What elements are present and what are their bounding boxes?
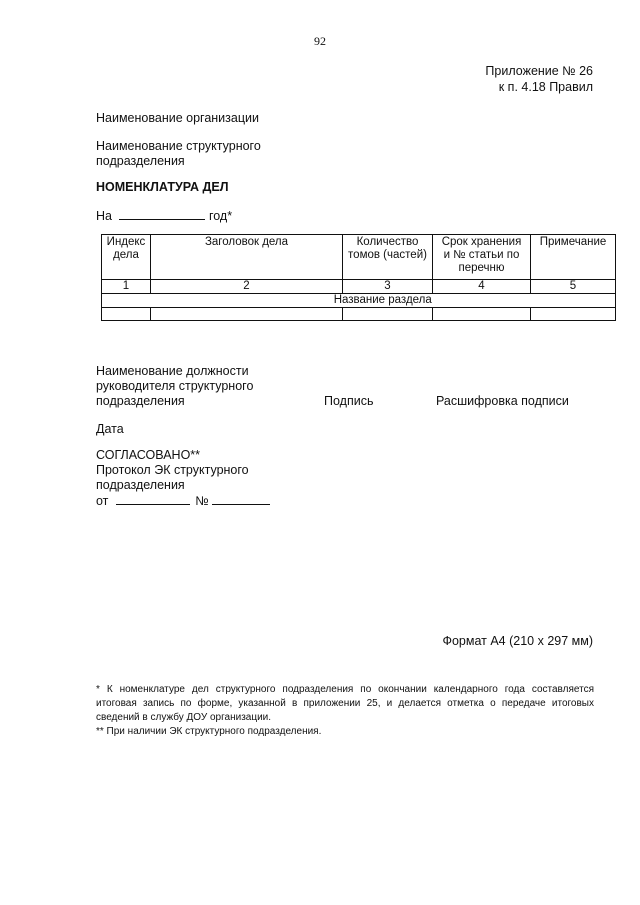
year-line xyxy=(96,208,232,224)
table-cell xyxy=(531,308,616,321)
year-suffix: год* xyxy=(208,209,233,223)
date-label: Дата xyxy=(96,422,124,436)
table-cell xyxy=(343,308,433,321)
approval-date-number-line xyxy=(96,493,270,509)
table-cell xyxy=(433,308,531,321)
section-row xyxy=(102,294,616,308)
header-text-line: Индекс xyxy=(106,236,146,248)
header-text-line: и № статьи по xyxy=(443,249,520,261)
footnotes xyxy=(96,683,594,739)
position-label-line: подразделения xyxy=(96,394,185,408)
organization-name-label: Наименование организации xyxy=(96,111,259,125)
approval-protocol-line: подразделения xyxy=(96,478,185,492)
column-number: 4 xyxy=(433,280,531,294)
signature-label: Подпись xyxy=(324,394,374,408)
header-case-title xyxy=(151,235,343,280)
footnote: * К номенклатуре дел структурного подразделения по окончании календарного года составляется итоговая запись по форме, указанной в приложении 25, и делается отметка о передаче итоговых сведений в службу ДОУ организации. xyxy=(96,684,594,723)
header-text-line: дела xyxy=(113,249,139,261)
appendix-title: Приложение № 26 xyxy=(485,64,593,78)
header-text-line: Заголовок дела xyxy=(204,236,289,248)
table-header-row xyxy=(102,235,616,280)
approval-block xyxy=(96,448,270,509)
document-title: НОМЕНКЛАТУРА ДЕЛ xyxy=(96,180,229,194)
header-text-line: Количество xyxy=(356,236,419,248)
appendix-reference: к п. 4.18 Правил xyxy=(498,80,593,94)
header-text-line: томов (частей) xyxy=(348,249,427,261)
approval-agreed: СОГЛАСОВАНО** xyxy=(96,448,201,462)
header-text-line: перечню xyxy=(458,262,505,274)
year-blank xyxy=(119,208,205,220)
approval-number-blank xyxy=(212,493,270,505)
section-name: Название раздела xyxy=(151,294,616,308)
header-text-line: Срок хранения xyxy=(441,236,522,248)
division-label-line: Наименование структурного xyxy=(96,139,261,153)
position-label-line: руководителя структурного xyxy=(96,379,254,393)
approval-number: № xyxy=(195,494,209,508)
approval-from: от xyxy=(96,494,109,508)
approval-date-blank xyxy=(116,493,190,505)
division-label xyxy=(96,139,261,169)
format-note: Формат А4 (210 х 297 мм) xyxy=(442,634,593,648)
section-spacer-cell xyxy=(102,294,151,308)
table-row xyxy=(102,308,616,321)
approval-protocol-line: Протокол ЭК структурного xyxy=(96,463,249,477)
column-number: 2 xyxy=(151,280,343,294)
year-prefix: На xyxy=(96,209,112,223)
position-label-line: Наименование должности xyxy=(96,364,249,378)
nomenclature-table xyxy=(101,234,616,321)
page-number: 92 xyxy=(314,34,326,48)
column-number: 3 xyxy=(343,280,433,294)
footnote: ** При наличии ЭК структурного подразделения. xyxy=(96,726,322,737)
column-number: 1 xyxy=(102,280,151,294)
header-index xyxy=(102,235,151,280)
table-cell xyxy=(151,308,343,321)
header-volumes xyxy=(343,235,433,280)
header-retention xyxy=(433,235,531,280)
signature-decode-label: Расшифровка подписи xyxy=(436,394,569,408)
table-number-row xyxy=(102,280,616,294)
column-number: 5 xyxy=(531,280,616,294)
table-cell xyxy=(102,308,151,321)
header-note xyxy=(531,235,616,280)
division-label-line: подразделения xyxy=(96,154,185,168)
position-label xyxy=(96,364,253,409)
header-text-line: Примечание xyxy=(539,236,607,248)
